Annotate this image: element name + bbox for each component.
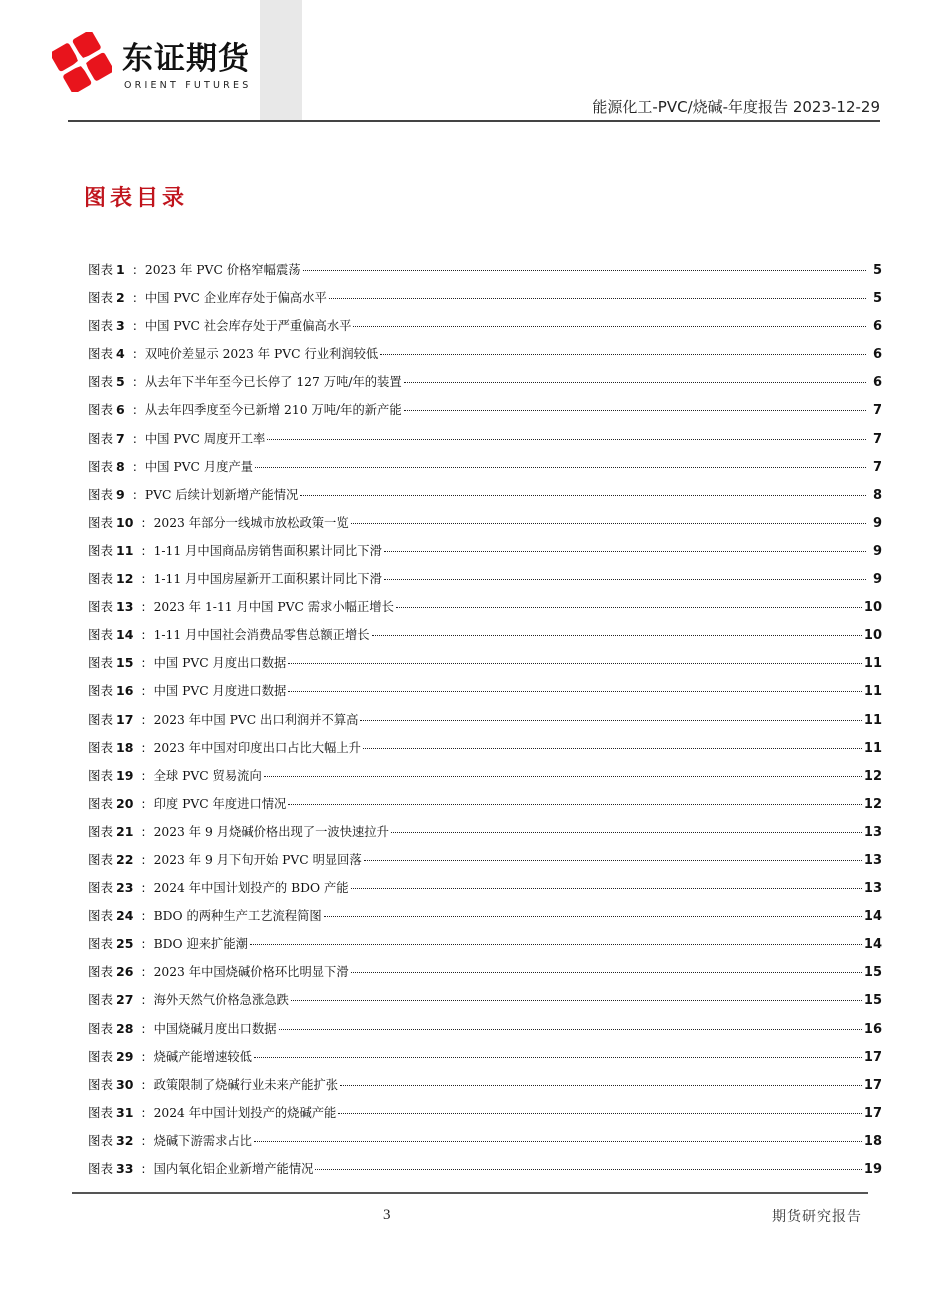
toc-entry-label [88,487,125,503]
toc-entry-number: 31 [116,1104,134,1120]
toc-entry-number: 22 [116,851,134,867]
toc-entry-prefix: 图表 [88,908,114,924]
toc-entry-page[interactable]: 11 [863,712,882,728]
toc-entry-number: 25 [116,936,134,952]
toc-entry-page[interactable]: 13 [863,881,882,897]
toc-entry[interactable] [88,936,882,964]
toc-entry-prefix: 图表 [88,711,114,727]
toc-entry-label [88,515,133,531]
toc-dot-leader [288,691,862,692]
toc-entry-title[interactable]: 从去年下半年至今已长停了 127 万吨/年的装置 [144,375,402,390]
toc-entry-prefix: 图表 [88,1132,114,1148]
toc-entry-label [88,824,133,840]
toc-dot-leader [324,916,862,917]
toc-entry-prefix: 图表 [88,1076,114,1092]
toc-entry-separator: : [141,965,146,980]
toc-entry[interactable] [88,796,882,824]
toc-entry-number: 14 [116,627,134,643]
toc-entry[interactable] [88,908,882,936]
toc-entry-title[interactable]: 1-11 月中国社会消费品零售总额正增长 [153,628,370,643]
toc-entry-label [88,964,133,980]
toc-entry-prefix: 图表 [88,851,114,867]
toc-entry-title[interactable]: 2023 年 9 月烧碱价格出现了一波快速拉升 [153,824,389,839]
toc-entry-prefix: 图表 [88,992,114,1008]
toc-entry-number: 30 [116,1076,134,1092]
brand-name-en: ORIENT FUTURES [124,80,252,91]
toc-entry-separator: : [132,291,137,306]
toc-entry-separator: : [132,487,137,502]
toc-entry-page[interactable]: 11 [863,684,882,700]
footer-divider [72,1192,868,1194]
toc-entry-page[interactable]: 7 [872,403,882,419]
toc-entry-title[interactable]: BDO 的两种生产工艺流程简图 [153,909,322,924]
toc-entry-label [88,1161,133,1177]
toc-entry-number: 6 [116,402,125,418]
toc-dot-leader [315,1169,861,1170]
toc-entry-number: 1 [116,262,125,277]
toc-entry-separator: : [141,600,146,615]
toc-dot-leader [353,326,866,327]
toc-entry-page[interactable]: 8 [872,487,882,503]
toc-entry-title[interactable]: 2023 年中国烧碱价格环比明显下滑 [153,965,349,980]
toc-entry-page[interactable]: 17 [863,1049,882,1065]
toc-entry-page[interactable]: 13 [863,852,882,868]
toc-entry[interactable] [88,543,882,571]
toc-dot-leader [291,1000,862,1001]
toc-entry-prefix: 图表 [88,346,114,362]
toc-entry-page[interactable]: 16 [863,1021,882,1037]
toc-entry-page[interactable]: 6 [872,347,882,363]
toc-entry-title[interactable]: 1-11 月中国商品房销售面积累计同比下滑 [153,543,382,558]
toc-entry-title[interactable]: 海外天然气价格急涨急跌 [153,993,289,1008]
toc-entry-number: 7 [116,430,125,446]
toc-dot-leader [338,1113,862,1114]
toc-entry-separator: : [141,993,146,1008]
toc-entry-page[interactable]: 18 [863,1133,882,1149]
toc-entry-title[interactable]: 烧碱产能增速较低 [153,1049,252,1064]
toc-entry-separator: : [141,909,146,924]
toc-entry-number: 26 [116,964,134,980]
toc-entry-separator: : [132,263,137,277]
toc-entry[interactable] [88,318,882,346]
toc-entry-label [88,543,133,559]
toc-entry-title[interactable]: 中国 PVC 企业库存处于偏高水平 [144,291,327,306]
brand-name-cn: 东证期货 [122,41,250,77]
toc-entry-prefix: 图表 [88,542,114,558]
toc-entry-title[interactable]: 双吨价差显示 2023 年 PVC 行业利润较低 [144,347,379,362]
toc-dot-leader [380,354,866,355]
toc-entry-title[interactable]: 2023 年 9 月下旬开始 PVC 明显回落 [153,852,362,867]
toc-entry[interactable] [88,1161,882,1189]
toc-entry-label [88,1021,133,1037]
toc-entry-separator: : [141,852,146,867]
toc-entry[interactable] [88,1077,882,1105]
toc-entry-prefix: 图表 [88,458,114,474]
toc-entry-prefix: 图表 [88,823,114,839]
toc-entry[interactable] [88,515,882,543]
toc-entry-prefix: 图表 [88,655,114,671]
toc-entry-page[interactable]: 19 [863,1162,882,1177]
toc-entry-title[interactable]: 中国 PVC 月度产量 [144,459,254,474]
toc-entry-title[interactable]: 2023 年中国 PVC 出口利润并不算高 [153,712,359,727]
toc-entry-title[interactable]: BDO 迎来扩能潮 [153,937,248,952]
toc-entry[interactable] [88,824,882,852]
toc-entry-number: 18 [116,739,134,755]
toc-dot-leader [404,382,866,383]
toc-entry-number: 9 [116,486,125,502]
toc-entry-label [88,318,125,334]
toc-entry[interactable] [88,740,882,768]
toc-entry[interactable] [88,1021,882,1049]
toc-entry-page[interactable]: 12 [863,796,882,812]
toc-entry-prefix: 图表 [88,486,114,502]
toc-entry-separator: : [141,1133,146,1148]
toc-entry-page[interactable]: 17 [863,1077,882,1093]
toc-entry-page[interactable]: 14 [863,909,882,925]
toc-entry-label [88,262,125,278]
toc-entry-number: 13 [116,599,134,615]
toc-entry-prefix: 图表 [88,514,114,530]
toc-entry[interactable] [88,290,882,318]
toc-entry-title[interactable]: 2023 年 PVC 价格窄幅震荡 [144,263,301,277]
toc-entry-page[interactable]: 7 [872,431,882,447]
toc-entry-title[interactable]: PVC 后续计划新增产能情况 [144,487,299,502]
toc-entry-separator: : [141,628,146,643]
toc-entry-page[interactable]: 11 [863,740,882,756]
toc-entry[interactable] [88,655,882,683]
toc-entry-separator: : [132,459,137,474]
toc-entry-separator: : [141,1105,146,1120]
toc-entry-prefix: 图表 [88,936,114,952]
toc-entry-page[interactable]: 9 [872,572,882,588]
toc-dot-leader [279,1029,862,1030]
toc-entry-number: 4 [116,346,125,362]
toc-entry-label [88,290,125,306]
toc-entry-page[interactable]: 9 [872,515,882,531]
toc-dot-leader [404,410,866,411]
toc-entry[interactable] [88,627,882,655]
toc-entry-separator: : [132,403,137,418]
toc-entry-separator: : [132,319,137,334]
toc-dot-leader [340,1085,862,1086]
toc-entry[interactable] [88,880,882,908]
toc-entry-title[interactable]: 1-11 月中国房屋新开工面积累计同比下滑 [153,572,382,587]
toc-entry-title[interactable]: 印度 PVC 年度进口情况 [153,796,287,811]
toc-entry-label [88,683,133,699]
toc-entry-number: 21 [116,823,134,839]
toc-entry-title[interactable]: 中国烧碱月度出口数据 [153,1021,277,1036]
toc-entry-page[interactable]: 6 [872,319,882,335]
toc-entry-number: 27 [116,992,134,1008]
toc-entry-page[interactable]: 15 [863,993,882,1009]
toc-dot-leader [300,495,866,496]
toc-entry-separator: : [132,347,137,362]
toc-entry-separator: : [141,881,146,896]
toc-entry[interactable] [88,964,882,992]
toc-entry-separator: : [141,796,146,811]
toc-entry-title[interactable]: 中国 PVC 月度出口数据 [153,656,287,671]
toc-entry-number: 28 [116,1020,134,1036]
toc-dot-leader [384,579,866,580]
toc-entry-number: 19 [116,767,134,783]
toc-entry-title[interactable]: 中国 PVC 周度开工率 [144,431,266,446]
page-number: 3 [383,1207,391,1223]
toc-entry[interactable] [88,1105,882,1133]
toc-entry-page[interactable]: 12 [863,768,882,784]
toc-entry-prefix: 图表 [88,599,114,615]
toc-entry-separator: : [141,1162,146,1176]
toc-entry[interactable] [88,571,882,599]
toc-entry-title[interactable]: 2024 年中国计划投产的 BDO 产能 [153,881,349,896]
toc-entry-separator: : [141,656,146,671]
toc-dot-leader [384,551,866,552]
toc-entry-title[interactable]: 中国 PVC 月度进口数据 [153,684,287,699]
toc-entry-label [88,431,125,447]
toc-dot-leader [351,888,862,889]
toc-entry[interactable] [88,459,882,487]
toc-dot-leader [303,270,866,271]
toc-entry-prefix: 图表 [88,430,114,446]
toc-entry-number: 29 [116,1048,134,1064]
toc-dot-leader [254,1141,862,1142]
toc-entry[interactable] [88,683,882,711]
toc-entry-label [88,740,133,756]
toc-entry-label [88,936,133,952]
toc-entry[interactable] [88,346,882,374]
toc-entry-separator: : [141,824,146,839]
toc-dot-leader [255,467,866,468]
toc-entry-separator: : [141,543,146,558]
toc-entry[interactable] [88,262,882,290]
toc-entry-page[interactable]: 17 [863,1105,882,1121]
toc-entry-number: 3 [116,318,125,334]
toc-entry-title[interactable]: 国内氧化铝企业新增产能情况 [153,1162,314,1176]
toc-entry-separator: : [141,1021,146,1036]
toc-entry[interactable] [88,1133,882,1161]
toc-entry-page[interactable]: 6 [872,375,882,391]
toc-dot-leader [288,663,862,664]
toc-entry-separator: : [141,515,146,530]
toc-entry-number: 2 [116,290,125,306]
toc-dot-leader [364,860,862,861]
toc-entry-prefix: 图表 [88,767,114,783]
toc-entry-prefix: 图表 [88,290,114,306]
toc-entry-prefix: 图表 [88,1020,114,1036]
toc-entry-label [88,402,125,418]
toc-dot-leader [351,523,866,524]
toc-entry-label [88,599,133,615]
toc-entry-separator: : [141,1077,146,1092]
toc-entry[interactable] [88,992,882,1020]
toc-entry-title[interactable]: 烧碱下游需求占比 [153,1133,252,1148]
toc-entry-page[interactable]: 7 [872,459,882,475]
toc-entry-title[interactable]: 政策限制了烧碱行业未来产能扩张 [153,1077,339,1092]
toc-entry-title[interactable]: 中国 PVC 社会库存处于严重偏高水平 [144,319,352,334]
toc-entry-title[interactable]: 2024 年中国计划投产的烧碱产能 [153,1105,337,1120]
toc-entry-separator: : [141,684,146,699]
toc-entry-prefix: 图表 [88,795,114,811]
toc-entry-number: 10 [116,514,134,530]
toc-entry-page[interactable]: 13 [863,824,882,840]
toc-entry-label [88,1049,133,1065]
toc-entry-title[interactable]: 2023 年 1-11 月中国 PVC 需求小幅正增长 [153,600,394,615]
toc-entry-separator: : [132,431,137,446]
toc-entry-label [88,346,125,362]
toc-entry-title[interactable]: 2023 年部分一线城市放松政策一览 [153,515,349,530]
toc-dot-leader [363,748,862,749]
header-divider [68,120,880,122]
toc-entry-label [88,796,133,812]
toc-entry-number: 32 [116,1132,134,1148]
toc-entry-prefix: 图表 [88,402,114,418]
toc-entry-label [88,852,133,868]
report-meta: 能源化工-PVC/烧碱-年度报告 2023-12-29 [592,98,880,116]
toc-entry-label [88,1105,133,1121]
toc-dot-leader [372,635,862,636]
toc-entry-number: 24 [116,908,134,924]
toc-entry-title[interactable]: 全球 PVC 贸易流向 [153,768,262,783]
toc-entry-label [88,571,133,587]
toc-entry-number: 16 [116,683,134,699]
toc-entry-separator: : [141,768,146,783]
toc-entry[interactable] [88,431,882,459]
toc-entry-label [88,459,125,475]
toc-list [88,262,882,1189]
toc-entry[interactable] [88,374,882,402]
header-accent-band [260,0,302,120]
toc-entry-prefix: 图表 [88,571,114,587]
toc-entry-separator: : [141,740,146,755]
toc-entry-title[interactable]: 从去年四季度至今已新增 210 万吨/年的新产能 [144,403,402,418]
toc-entry-title[interactable]: 2023 年中国对印度出口占比大幅上升 [153,740,361,755]
toc-entry[interactable] [88,402,882,430]
orient-futures-logo-icon [52,32,112,92]
toc-entry-separator: : [141,712,146,727]
toc-entry-label [88,712,133,728]
toc-entry-number: 5 [116,374,125,390]
toc-dot-leader [329,298,866,299]
toc-entry[interactable] [88,712,882,740]
toc-entry-page[interactable]: 10 [863,600,882,616]
toc-entry-label [88,1077,133,1093]
toc-dot-leader [288,804,862,805]
toc-entry-prefix: 图表 [88,1104,114,1120]
toc-entry-separator: : [141,572,146,587]
toc-dot-leader [250,944,862,945]
toc-entry-page[interactable]: 14 [863,937,882,953]
toc-entry-label [88,908,133,924]
toc-dot-leader [396,607,862,608]
toc-entry-label [88,1133,133,1149]
toc-entry-prefix: 图表 [88,964,114,980]
toc-entry-label [88,655,133,671]
toc-entry[interactable] [88,599,882,627]
toc-entry-prefix: 图表 [88,318,114,334]
toc-entry-number: 8 [116,458,125,474]
toc-entry-number: 33 [116,1161,134,1176]
toc-entry-label [88,992,133,1008]
toc-entry-separator: : [141,937,146,952]
toc-entry-page[interactable]: 10 [863,628,882,644]
toc-entry-number: 20 [116,795,134,811]
toc-entry-label [88,374,125,390]
toc-entry-number: 15 [116,655,134,671]
toc-entry-prefix: 图表 [88,1161,114,1176]
toc-entry-page[interactable]: 11 [863,656,882,672]
toc-entry[interactable] [88,487,882,515]
toc-entry-separator: : [132,375,137,390]
footer-label: 期货研究报告 [772,1209,862,1225]
toc-entry-prefix: 图表 [88,262,114,277]
toc-entry-number: 11 [116,542,134,558]
toc-entry[interactable] [88,768,882,796]
toc-dot-leader [267,439,866,440]
toc-entry[interactable] [88,1049,882,1077]
toc-dot-leader [264,776,862,777]
toc-entry-page[interactable]: 9 [872,543,882,559]
toc-dot-leader [360,720,861,721]
toc-entry-number: 23 [116,880,134,896]
toc-entry-prefix: 图表 [88,880,114,896]
toc-entry-label [88,880,133,896]
toc-entry-number: 17 [116,711,134,727]
toc-entry-page[interactable]: 5 [872,291,882,307]
toc-title: 图表目录 [84,185,189,211]
toc-entry-prefix: 图表 [88,1048,114,1064]
toc-entry-number: 12 [116,571,134,587]
toc-dot-leader [351,972,862,973]
toc-entry[interactable] [88,852,882,880]
toc-entry-prefix: 图表 [88,683,114,699]
toc-entry-page[interactable]: 15 [863,965,882,981]
toc-dot-leader [391,832,862,833]
toc-entry-label [88,627,133,643]
toc-entry-prefix: 图表 [88,374,114,390]
toc-entry-prefix: 图表 [88,739,114,755]
toc-entry-label [88,768,133,784]
toc-dot-leader [254,1057,862,1058]
toc-entry-prefix: 图表 [88,627,114,643]
toc-entry-page[interactable]: 5 [872,263,882,278]
toc-entry-separator: : [141,1049,146,1064]
